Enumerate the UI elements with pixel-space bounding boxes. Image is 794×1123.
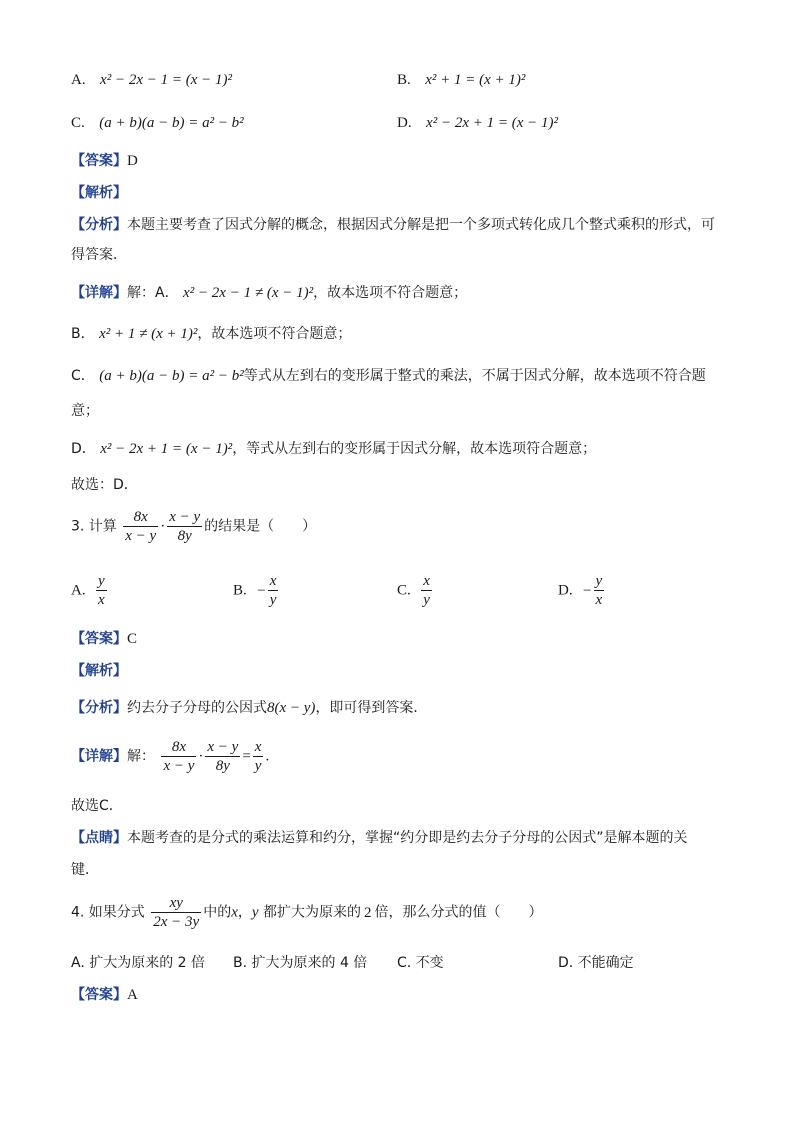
q2-answer: [71, 150, 138, 170]
detail-b-suffix: ，故本选项不符合题意；: [197, 326, 352, 342]
q2-option-b-label: B.: [397, 72, 411, 88]
q4-answer: [71, 984, 138, 1004]
detail-tag: 【详解】: [71, 748, 127, 765]
fenxi-expr: 8(x − y): [267, 700, 316, 716]
q3-dianjing: [71, 827, 688, 847]
q2-option-a-expr: x² − 2x − 1 = (x − 1)²: [100, 72, 232, 88]
q4-var-x: x: [231, 904, 238, 921]
q3-option-a-den: x: [98, 592, 105, 608]
q3-detail-end: .: [265, 748, 270, 765]
detail-a-suffix: ，故本选项不符合题意；: [313, 285, 468, 301]
answer-tag: 【答案】: [71, 153, 127, 169]
q3-detail-f3-den: y: [254, 758, 262, 774]
q4-frac-num: xy: [151, 894, 201, 913]
q3-option-c-label: C.: [397, 582, 411, 599]
detail-c-suffix: 等式从左到右的变形属于整式的乘法，不属于因式分解，故本选项不符合题: [243, 368, 706, 384]
q3-frac2-num: x − y: [169, 509, 201, 525]
conclusion: 故选C．: [71, 798, 123, 814]
q3-frac2-den: 8y: [177, 528, 192, 544]
detail-d-expr: x² − 2x + 1 = (x − 1)²: [100, 441, 233, 457]
q4-fraction: [151, 894, 201, 931]
q3-stem-suffix: 的结果是（ ）: [204, 518, 317, 535]
q2-option-c-expr: (a + b)(a − b) = a² − b²: [99, 115, 244, 131]
q3-option-d-sign: −: [583, 582, 592, 599]
q2-option-c-label: C.: [71, 115, 85, 131]
q2-analysis-heading: [71, 182, 127, 202]
fenxi-text-cont: 得答案．: [71, 247, 127, 263]
answer-value: D: [127, 153, 138, 169]
q3-number: 3. 计算: [71, 518, 117, 535]
q3-option-d-label: D.: [558, 582, 573, 599]
q4-stem: [71, 894, 543, 931]
q2-detail-d: [71, 438, 596, 458]
q2-option-d-expr: x² − 2x + 1 = (x − 1)²: [426, 115, 558, 131]
answer-tag: 【答案】: [71, 631, 127, 647]
q3-dot: ·: [160, 518, 166, 535]
q4-number: 4. 如果分式: [71, 904, 145, 921]
q3-option-a-label: A.: [71, 582, 86, 599]
q3-fraction-1: [123, 508, 158, 545]
q3-detail-dot: ·: [198, 748, 204, 765]
q3-option-d: [558, 572, 606, 609]
dianjing-text: 本题考查的是分式的乘法运算和约分，掌握“约分即是约去分子分母的公因式”是解本题的关: [127, 830, 688, 846]
q2-detail-a: [71, 282, 467, 302]
q2-fenxi-cont: [71, 244, 127, 264]
q3-analysis-heading: [71, 660, 127, 680]
q2-option-b: [397, 72, 525, 89]
q3-detail-f1-num: 8x: [161, 738, 196, 757]
q3-frac1-den: x − y: [125, 528, 157, 544]
detail-d-suffix: ，等式从左到右的变形属于因式分解，故本选项符合题意；: [232, 441, 597, 457]
q2-option-d-label: D.: [397, 115, 412, 131]
q3-option-c-num: x: [423, 573, 430, 589]
q3-option-d-den: x: [595, 592, 603, 608]
q3-option-b-sign: −: [257, 582, 266, 599]
q3-option-b: [233, 572, 280, 609]
q3-option-b-label: B.: [233, 582, 247, 599]
answer-value: A: [127, 987, 138, 1003]
q4-option-a: A. 扩大为原来的 2 倍: [71, 955, 206, 971]
q3-detail-eq: =: [242, 748, 251, 765]
q3-option-c-frac: [421, 572, 432, 609]
dianjing-text-cont: 键．: [71, 862, 99, 878]
q4-option-d: D. 不能确定: [558, 955, 634, 971]
q3-answer: [71, 628, 137, 648]
q2-detail-c: [71, 365, 706, 385]
q4-option-c: C. 不变: [397, 955, 444, 971]
q2-detail-b: [71, 323, 351, 343]
fenxi-text-2: ，即可得到答案．: [315, 700, 428, 716]
q4-stem-suffix: 都扩大为原来的: [263, 904, 361, 921]
detail-b-expr: x² + 1 ≠ (x + 1)²: [99, 326, 198, 342]
q4-frac-den: 2x − 3y: [153, 914, 200, 930]
analysis-tag: 【解析】: [71, 663, 127, 679]
q3-option-a-frac: [96, 572, 107, 609]
q3-detail: [71, 738, 269, 775]
dianjing-tag: 【点睛】: [71, 830, 127, 846]
q3-option-b-den: y: [269, 592, 277, 608]
q4-var-y: y: [251, 904, 259, 921]
detail-c-prefix: C．: [71, 368, 95, 384]
q2-option-a-label: A.: [71, 72, 86, 88]
detail-d-prefix: D．: [71, 441, 96, 457]
q3-detail-f2-num: x − y: [207, 739, 239, 755]
q4-comma: ，: [237, 904, 252, 921]
detail-a-prefix: 解：A．: [127, 285, 179, 301]
q2-option-c: [71, 115, 244, 132]
q2-option-b-expr: x² + 1 = (x + 1)²: [425, 72, 526, 88]
q3-option-a: [71, 572, 109, 609]
q3-option-d-frac: [594, 572, 605, 609]
q4-stem-end: 倍，那么分式的值（ ）: [374, 904, 543, 921]
detail-a-expr: x² − 2x − 1 ≠ (x − 1)²: [183, 285, 314, 301]
fenxi-text: 约去分子分母的公因式: [127, 700, 267, 716]
q4-two: 2: [364, 904, 372, 921]
q3-fenxi: [71, 697, 427, 717]
q2-fenxi: [71, 214, 715, 234]
q2-option-a: [71, 72, 232, 89]
q3-option-a-num: y: [98, 573, 105, 589]
q3-dianjing-cont: [71, 859, 99, 879]
q3-frac1-num: 8x: [123, 508, 158, 527]
q3-option-b-num: x: [269, 573, 277, 589]
detail-prefix: 解：: [127, 748, 155, 765]
q2-conclusion: [71, 474, 138, 494]
q3-option-c-den: y: [423, 592, 430, 608]
conclusion: 故选：D．: [71, 477, 138, 493]
fenxi-text: 本题主要考查了因式分解的概念，根据因式分解是把一个多项式转化成几个整式乘积的形式，可: [127, 217, 715, 233]
detail-b-prefix: B．: [71, 326, 95, 342]
q3-detail-frac-1: [161, 738, 196, 775]
q2-detail-c-cont: [71, 400, 99, 420]
answer-value: C: [127, 631, 138, 647]
q3-conclusion: [71, 795, 123, 815]
q3-option-b-frac: [268, 572, 279, 609]
q3-detail-frac-3: [253, 738, 264, 775]
q4-stem-mid: 中的: [203, 904, 232, 921]
fenxi-tag: 【分析】: [71, 217, 127, 233]
detail-c-cont: 意；: [71, 403, 99, 419]
answer-tag: 【答案】: [71, 987, 127, 1003]
q3-detail-f3-num: x: [254, 739, 262, 755]
q4-option-b: B. 扩大为原来的 4 倍: [233, 955, 368, 971]
q3-fraction-2: [167, 508, 202, 545]
q3-stem: [71, 508, 316, 545]
q3-detail-frac-2: [205, 738, 240, 775]
analysis-tag: 【解析】: [71, 185, 127, 201]
fenxi-tag: 【分析】: [71, 700, 127, 716]
detail-c-expr: (a + b)(a − b) = a² − b²: [99, 368, 244, 384]
q3-detail-f1-den: x − y: [163, 758, 195, 774]
q3-option-d-num: y: [595, 573, 603, 589]
detail-tag: 【详解】: [71, 285, 127, 301]
q3-option-c: [397, 572, 434, 609]
q3-detail-f2-den: 8y: [215, 758, 230, 774]
q2-option-d: [397, 115, 558, 132]
